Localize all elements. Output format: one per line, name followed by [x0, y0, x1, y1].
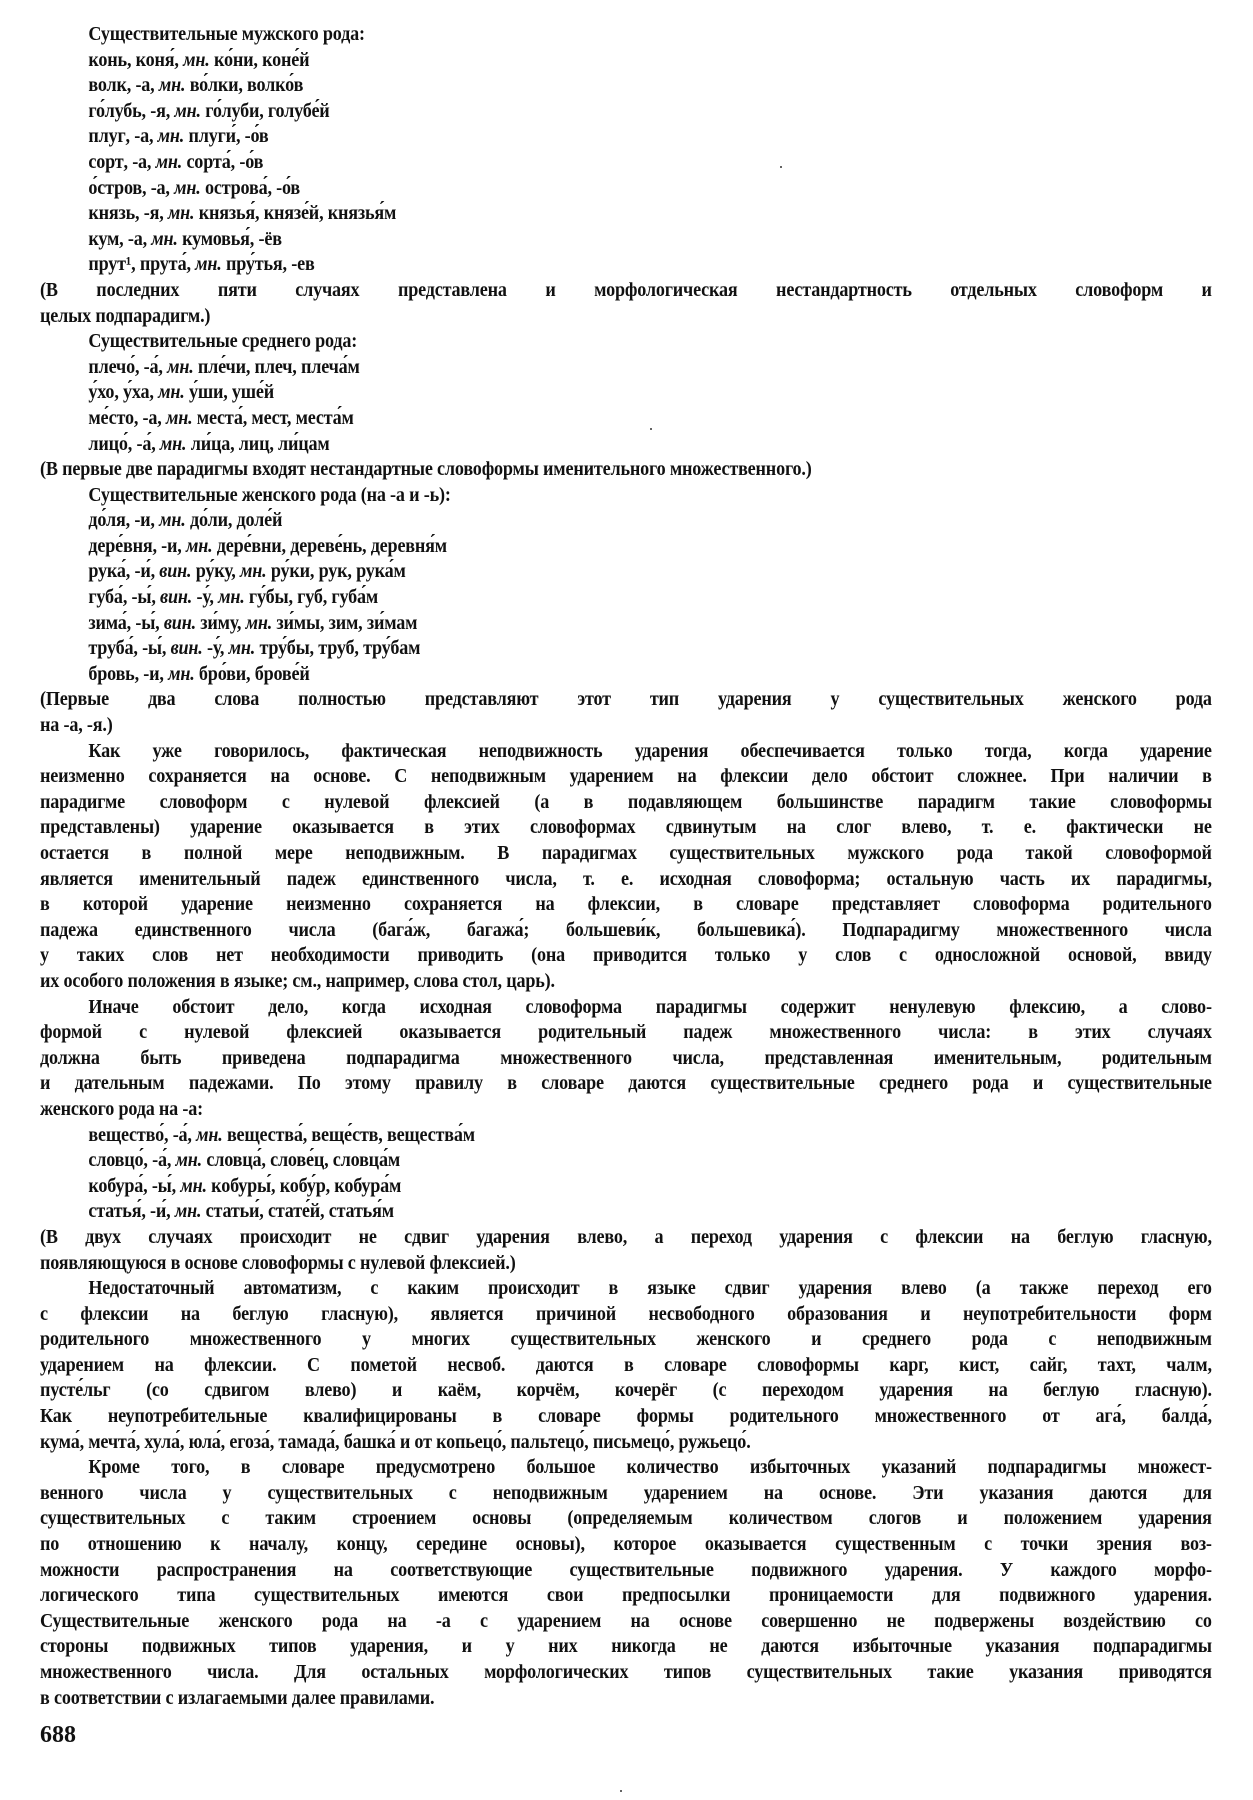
dictionary-entry: прут¹, прута́, мн. пру́тья, -ев	[88, 254, 315, 276]
section-heading-neuter: Существительные среднего рода:	[88, 331, 358, 353]
dictionary-entry: словцо́, -а́, мн. словца́, слове́ц, словца́м	[88, 1150, 400, 1172]
scan-speck	[650, 428, 652, 430]
dictionary-entry: лицо́, -а́, мн. ли́ца, лиц, ли́цам	[88, 433, 330, 455]
dictionary-entry: князь, -я, мн. князья́, князе́й, князья́м	[88, 203, 397, 225]
dictionary-entry: ме́сто, -а, мн. места́, мест, места́м	[88, 407, 354, 429]
dictionary-entry: рука́, -и́, вин. ру́ку, мн. ру́ки, рук, рука́м	[88, 561, 406, 583]
body-paragraph: Иначе обстоит дело, когда исходная словоформа парадигмы содержит ненулевую флексию, а слово- формой с нулевой флексией оказывается родительный падеж множественного числа: в этих случаях должна быть приведена подпарадигма множественного числа, представленная именительным, родительным и дательным падежами. По этому правилу в словаре даются существительные среднего рода и существительные женского рода на -а:	[40, 996, 1212, 1120]
section-heading-masculine: Существительные мужского рода:	[88, 24, 365, 45]
dictionary-entry: труба́, -ы́, вин. -у́, мн. тру́бы, труб, тру́бам	[88, 638, 421, 660]
dictionary-entry: вещество́, -а́, мн. вещества́, веще́ств, вещества́м	[88, 1124, 475, 1146]
dictionary-entry: губа́, -ы́, вин. -у́, мн. гу́бы, губ, губа́м	[88, 587, 379, 609]
dictionary-entry: кобура́, -ы́, мн. кобуры́, кобу́р, кобура́м	[88, 1175, 402, 1197]
section-heading-feminine: Существительные женского рода (на -а и -ь):	[88, 484, 451, 506]
page-body	[40, 22, 1212, 1711]
note-paragraph: (В двух случаях происходит не сдвиг ударения влево, а переход ударения с флексии на беглую гласную, появляющуюся в основе словоформы с нулевой флексией.)	[40, 1226, 1212, 1274]
dictionary-entry: у́хо, у́ха, мн. у́ши, уше́й	[88, 382, 275, 404]
dictionary-entry: зима́, -ы́, вин. зи́му, мн. зи́мы, зим, зи́мам	[88, 612, 418, 634]
body-paragraph: Недостаточный автоматизм, с каким происходит в языке сдвиг ударения влево (а также переход его с флексии на беглую гласную), является причиной несвободного образования и неупотребительности форм родительного множественного у многих существительных женского и среднего рода с неподвижным ударением на флексии. С пометой несвоб. даются в словаре словоформы карг, кист, сайг, тахт, чалм, пусте́льг (со сдвигом влево) и каём, корчём, кочерёг (с переходом ударения на беглую гласную). Как неупотребительные квалифицированы в словаре формы родительного множественного от ага́, балда́, кума́, мечта́, хула́, юла́, егоза́, тамада́, башка́ и от копьецо́, пальтецо́, письмецо́, ружьецо́.	[40, 1278, 1212, 1453]
page-number: 688	[40, 1722, 76, 1748]
dictionary-entry: плуг, -а, мн. плуги́, -о́в	[88, 126, 269, 148]
body-paragraph: Кроме того, в словаре предусмотрено большое количество избыточных указаний подпарадигмы множест- венного числа у существительных с неподвижным ударением на основе. Эти указания даются для существительных с таким строением основы (определяемым количеством слогов и положением ударения по отношению к началу, концу, середине основы), которое оказывается существенным с точки зрения воз- можности распространения на соответствующие существительные подвижного ударения. У каждого морфо- логического типа существительных имеются свои предпосылки проницаемости для подвижного ударения. Существительные женского рода на -а с ударением на основе совершенно не подвержены воздействию со стороны подвижных типов ударения, и у них никогда не даются избыточные указания подпарадигмы множественного числа. Для остальных морфологических типов существительных такие указания приводятся в соответствии с излагаемыми далее правилами.	[40, 1457, 1212, 1709]
dictionary-entry: волк, -а, мн. во́лки, волко́в	[88, 75, 304, 97]
dictionary-entry: конь, коня́, мн. ко́ни, коне́й	[88, 49, 310, 71]
dictionary-entry: до́ля, -и, мн. до́ли, доле́й	[88, 510, 283, 532]
body-paragraph: Как уже говорилось, фактическая неподвижность ударения обеспечивается только тогда, когда ударение неизменно сохраняется на основе. С неподвижным ударением на флексии дело обстоит сложнее. При наличии в парадигме словоформ с нулевой флексией (а в подавляющем большинстве парадигм такие словоформы представлены) ударение оказывается в этих словоформах сдвинутым на слог влево, т. е. фактически не остается в полной мере неподвижным. В парадигмах существительных мужского рода такой словоформой является именительный падеж единственного числа, т. е. исходная словоформа; остальную часть их парадигмы, в которой ударение неизменно сохраняется на флексии, в словаре представляет словоформа родительного падежа единственного числа (бага́ж, багажа́; большеви́к, большевика́). Подпарадигму множественного числа у таких слов нет необходимости приводить (она приводится только у слов с односложной основой, ввиду их особого положения в языке; см., например, слова стол, царь).	[40, 740, 1212, 992]
dictionary-entry: статья́, -и́, мн. статьи́, стате́й, статья́м	[88, 1201, 394, 1223]
scan-speck	[780, 166, 782, 168]
dictionary-entry: о́стров, -а, мн. острова́, -о́в	[88, 177, 301, 199]
dictionary-entry: плечо́, -а́, мн. пле́чи, плеч, плеча́м	[88, 356, 360, 378]
note-paragraph: (В последних пяти случаях представлена и морфологическая нестандартность отдельных словоформ и целых подпарадигм.)	[40, 279, 1212, 327]
dictionary-entry: го́лубь, -я, мн. го́луби, голубе́й	[88, 100, 330, 122]
dictionary-entry: кум, -а, мн. кумовья́, -ёв	[88, 228, 282, 250]
note-paragraph: (Первые два слова полностью представляют этот тип ударения у существительных женского рода на -а, -я.)	[40, 689, 1212, 737]
dictionary-entry: дере́вня, -и, мн. дере́вни, дереве́нь, деревня́м	[88, 535, 447, 557]
dictionary-entry: бровь, -и, мн. бро́ви, брове́й	[88, 663, 310, 685]
note-paragraph: (В первые две парадигмы входят нестандартные словоформы именительного множественного.)	[40, 459, 812, 481]
dictionary-entry: сорт, -а, мн. сорта́, -о́в	[88, 151, 264, 173]
scan-speck	[620, 1790, 622, 1792]
